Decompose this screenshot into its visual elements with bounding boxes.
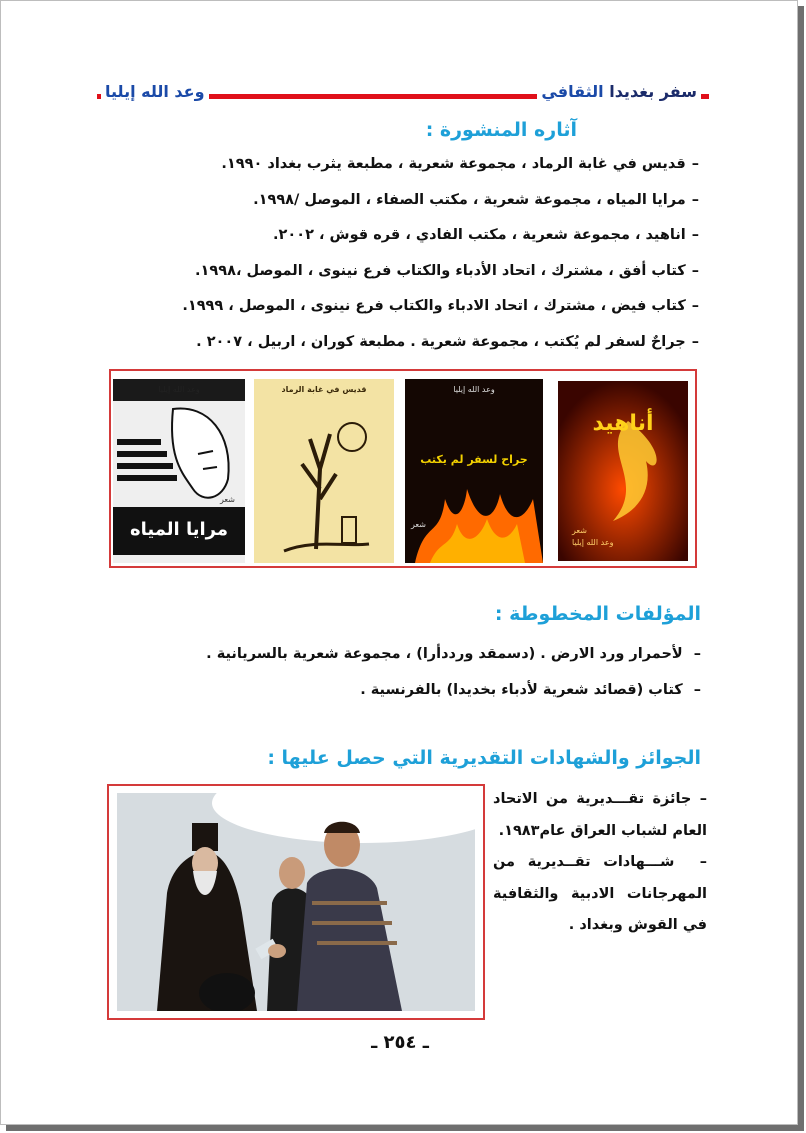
award-photo	[117, 793, 475, 1011]
cover-author: وعد الله إيليا	[572, 538, 614, 547]
cover-title: قديس في غابة الرماد	[281, 385, 367, 394]
cover-genre: شعر	[411, 520, 426, 529]
published-list	[182, 147, 699, 360]
manuscripts-title: المؤلفات المخطوطة :	[494, 603, 701, 625]
cover-title: مرايا المياه	[129, 519, 229, 540]
list-item: –كتاب أفق ، مشترك ، اتحاد الأدباء والكتاب فرع نينوى ، الموصل ،١٩٩٨.	[195, 262, 699, 279]
list-item: –كتاب فيض ، مشترك ، اتحاد الادباء والكتاب فرع نينوى ، الموصل ، ١٩٩٩.	[182, 298, 699, 314]
header-book-title: سفر بغديدا الثقافي	[537, 81, 701, 103]
cover-jirah	[405, 379, 543, 563]
cover-title: أناهيد	[592, 411, 654, 436]
list-item: – لأحمرار ورد الارض . (دسمقد ورددأرا) ، مجموعة شعرية بالسريانية .	[206, 646, 701, 662]
list-item: – كتاب (قصائد شعرية لأدباء بخديدا) بالفرنسية .	[360, 681, 701, 698]
cover-genre: شعر	[572, 526, 587, 535]
header-author-name: وعد الله إيليا	[101, 81, 209, 103]
tree-art-icon	[254, 379, 394, 563]
cover-author: وعد الله إيليا	[158, 385, 200, 394]
awards-title: الجوائز والشهادات التقديرية التي حصل عليها :	[267, 747, 701, 769]
list-item: –اناهيد ، مجموعة شعرية ، مكتب الفادي ، قره قوش ، ٢٠٠٢.	[273, 227, 699, 243]
list-item: –قديس في غابة الرماد ، مجموعة شعرية ، مطبعة يثرب بغداد ١٩٩٠.	[221, 156, 699, 172]
list-item: –جراحٌ لسفر لم يُكتب ، مجموعة شعرية . مطبعة كوران ، اربيل ، ٢٠٠٧ .	[196, 333, 699, 350]
awards-text	[493, 784, 707, 942]
award-photo-frame	[107, 784, 485, 1020]
cover-qiddis	[254, 379, 394, 563]
list-item: –مرايا المياه ، مجموعة شعرية ، مكتب الصفاء ، الموصل /١٩٩٨.	[253, 191, 699, 208]
cover-author: وعد الله إيليا	[453, 385, 495, 394]
cover-anahid	[558, 381, 688, 561]
cover-title: جراح لسفر لم يكتب	[420, 453, 528, 466]
ceremony-photo-icon	[117, 793, 475, 1011]
page-number: ـ ٢٥٤ ـ	[371, 1032, 429, 1053]
list-item: – شـــهادات تقــديرية من المهرجانات الادبية والثقافية في القوش وبغداد .	[493, 854, 707, 933]
list-item: – جائزة تقـــديرية من الاتحاد العام لشباب العراق عام١٩٨٣.	[493, 791, 707, 839]
book-covers-panel	[109, 369, 697, 568]
published-title: آثاره المنشورة :	[425, 119, 577, 141]
fire-art-icon	[405, 379, 543, 563]
cover-maraya	[113, 379, 245, 563]
cover-genre: شعر	[220, 495, 235, 504]
manuscripts-list	[206, 637, 701, 708]
